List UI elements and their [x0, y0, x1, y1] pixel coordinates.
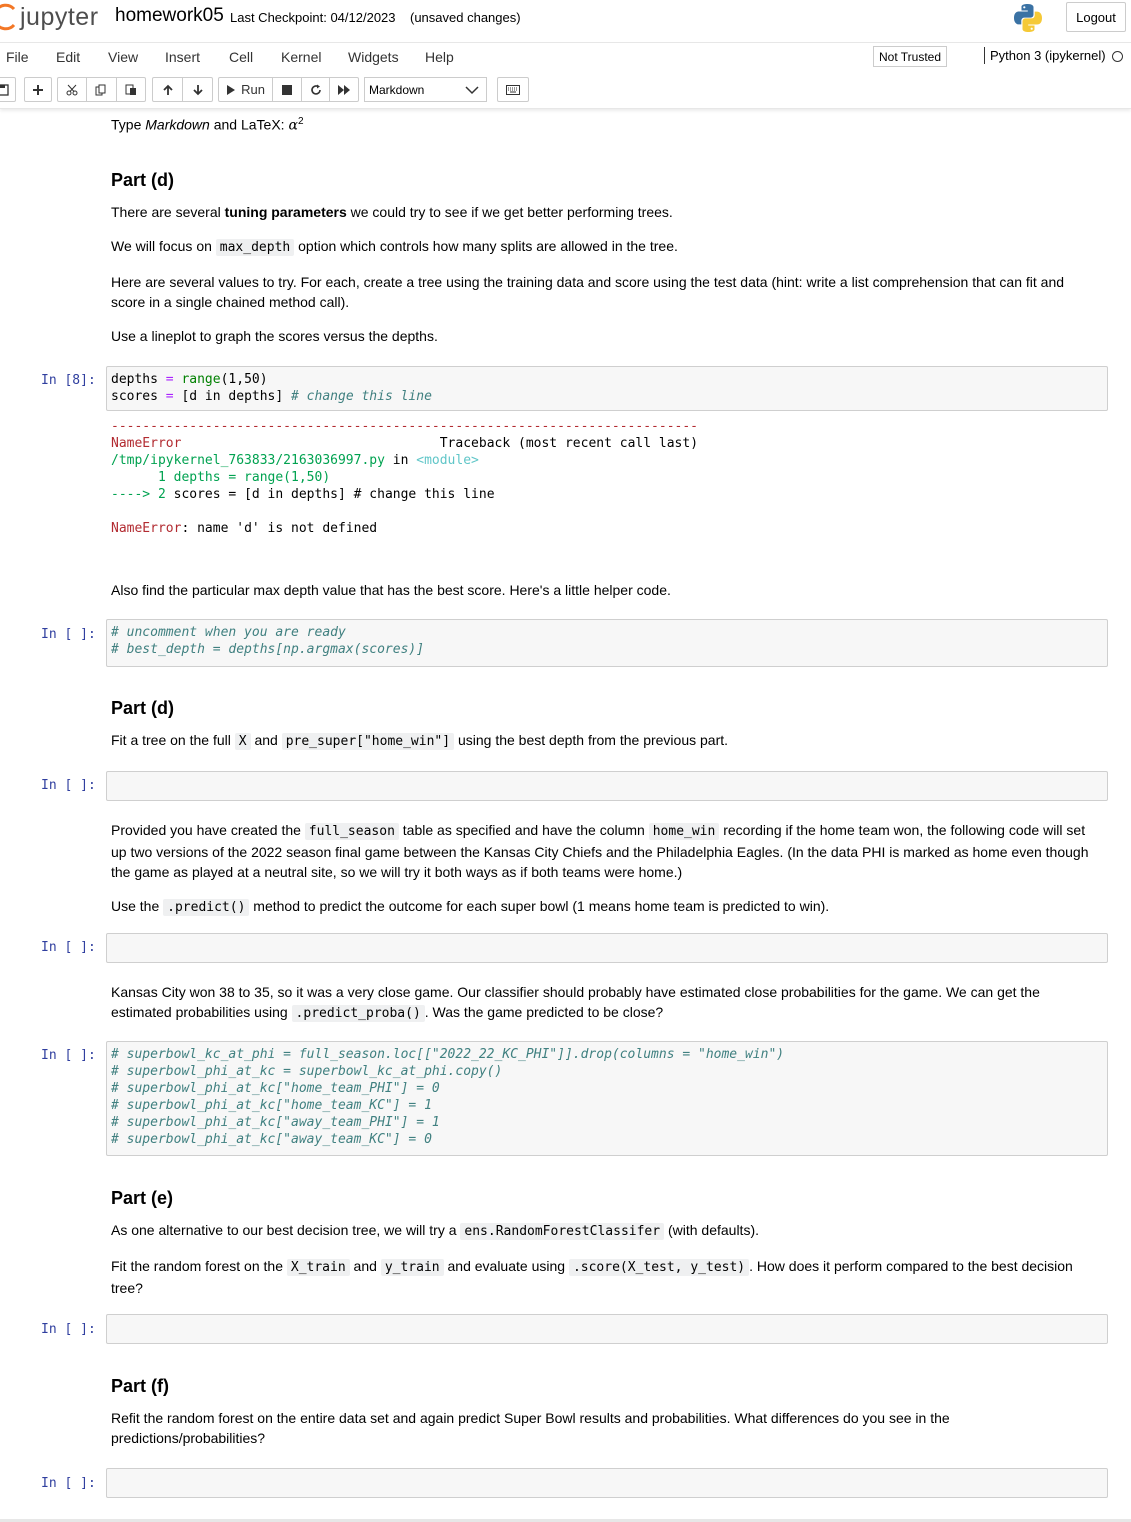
insert-cell-button[interactable] [24, 77, 52, 102]
markdown-cell-part-f[interactable] [111, 1376, 1101, 1448]
input-prompt: In [ ]: [41, 627, 96, 642]
fast-forward-icon [338, 85, 350, 95]
arrow-down-icon [192, 84, 204, 96]
input-prompt: In [ ]: [41, 1476, 96, 1491]
notebook-header [0, 0, 1131, 109]
code-cell-depths[interactable]: depths = range(1,50) scores = [d in depths] # change this line [106, 366, 1108, 411]
markdown-text: Refit the random forest on the entire data set and again predict Super Bowl results and probabilities. What differences do you see in the predictions/probabilities? [111, 1410, 950, 1446]
save-icon [0, 84, 9, 96]
move-down-button[interactable] [183, 78, 212, 101]
paste-button[interactable] [117, 78, 145, 101]
code-cell-superbowl[interactable]: # superbowl_kc_at_phi = full_season.loc[["2022_22_KC_PHI"]].drop(columns = "home_win") # superbowl_phi_at_kc = superbowl_kc_at_phi.copy() # superbowl_phi_at_kc["home_team_PHI"] = 0 # superbowl_phi_at_kc["home_team_KC"] = 1 # superbowl_phi_at_kc["away_team_PHI"] = 1 # superbowl_phi_at_kc["away_team_KC"] = 0 [106, 1041, 1108, 1156]
menu-insert[interactable]: Insert [165, 49, 201, 65]
jupyter-logo[interactable] [0, 2, 99, 32]
not-trusted-button[interactable]: Not Trusted [873, 46, 947, 67]
notebook-container [0, 108, 1131, 1522]
toolbar [0, 77, 1131, 105]
interrupt-button[interactable] [273, 78, 302, 101]
markdown-cell-superbowl[interactable] [111, 820, 1101, 918]
input-prompt: In [ ]: [41, 1048, 96, 1063]
kernel-name: Python 3 (ipykernel) [984, 47, 1106, 64]
markdown-text: Here are several values to try. For each, create a tree using the training data and score using the test data (hint: write a list comprehension that can fit and score in a single chained method call). [111, 274, 1065, 310]
python-logo-icon [1012, 2, 1044, 34]
play-icon [226, 85, 236, 95]
move-up-button[interactable] [153, 78, 183, 101]
restart-run-all-button[interactable] [330, 78, 358, 101]
cut-button[interactable] [58, 78, 87, 101]
menu-help[interactable]: Help [425, 49, 454, 65]
code-cell-empty[interactable] [106, 933, 1108, 963]
copy-icon [95, 84, 107, 96]
markdown-text: Use the .predict() method to predict the outcome for each super bowl (1 means home team is predicted to win). [111, 898, 830, 915]
input-prompt: In [ ]: [41, 1322, 96, 1337]
markdown-text: Also find the particular max depth value that has the best score. Here's a little helper code. [111, 582, 671, 598]
section-heading: Part (d) [111, 170, 174, 190]
markdown-cell-part-d-fit[interactable] [111, 698, 1101, 752]
markdown-cell-part-d[interactable] [111, 170, 1101, 346]
run-button[interactable] [219, 78, 273, 101]
run-group [218, 77, 359, 102]
input-prompt: In [ ]: [41, 940, 96, 955]
cell-type-value: Markdown [369, 82, 425, 97]
autosave-status: (unsaved changes) [410, 10, 521, 25]
logout-button[interactable]: Logout [1066, 2, 1126, 32]
markdown-text: Use a lineplot to graph the scores versus the depths. [111, 328, 438, 344]
menu-kernel[interactable]: Kernel [281, 49, 322, 65]
kernel-status-icon [1112, 51, 1123, 62]
header-top-bar [0, 0, 1131, 43]
move-group [152, 77, 213, 102]
markdown-cell-helper[interactable] [111, 580, 1101, 600]
command-palette-button[interactable] [497, 77, 529, 102]
markdown-cell-latex[interactable] [111, 112, 1101, 136]
run-label: Run [241, 82, 266, 97]
input-prompt: In [ ]: [41, 778, 96, 793]
logo-text: jupyter [20, 2, 99, 31]
checkpoint-status: Last Checkpoint: 04/12/2023 [230, 10, 396, 25]
code-cell-empty[interactable] [106, 1468, 1108, 1498]
restart-button[interactable] [302, 78, 331, 101]
code-cell-best-depth[interactable]: # uncomment when you are ready # best_depth = depths[np.argmax(scores)] [106, 619, 1108, 667]
save-button[interactable] [0, 77, 16, 102]
plus-icon [32, 84, 44, 96]
chevron-down-icon [464, 82, 480, 98]
jupyter-logo-icon [0, 3, 16, 31]
keyboard-icon [506, 85, 520, 95]
markdown-cell-part-e[interactable] [111, 1188, 1101, 1298]
notebook-name[interactable]: homework05 [115, 5, 224, 26]
menu-view[interactable]: View [108, 49, 139, 65]
markdown-text: Type Markdown and LaTeX: $\alpha^2$ [111, 116, 304, 134]
markdown-text: We will focus on max_depth option which controls how many splits are allowed in the tree. [111, 238, 678, 255]
cell-type-select[interactable] [364, 77, 487, 102]
cut-icon [66, 84, 78, 96]
restart-icon [310, 84, 322, 96]
markdown-text: Fit the random forest on the X_train and y_train and evaluate using .score(X_test, y_test) . How does it perform compared to the best decision tree? [111, 1258, 1073, 1296]
stop-icon [282, 85, 292, 95]
markdown-text: Fit a tree on the full X and pre_super["home_win"] using the best depth from the previous part. [111, 732, 729, 749]
input-prompt: In [8]: [41, 373, 96, 388]
menu-edit[interactable]: Edit [56, 49, 81, 65]
menubar [0, 43, 1131, 71]
code-cell-empty[interactable] [106, 771, 1108, 801]
section-heading: Part (f) [111, 1376, 169, 1396]
menu-cell[interactable]: Cell [229, 49, 254, 65]
markdown-cell-kc[interactable] [111, 982, 1101, 1024]
section-heading: Part (d) [111, 698, 174, 718]
markdown-text: Provided you have created the full_season table as specified and have the column home_win recording if the home team won, the following code will set up two versions of the 2022 season final game between the Kansas City Chiefs and the Philadelphia Eagles. (In the data PHI is marked as home even though the game as played at a neutral site, so we will try it both ways as if both teams were home.) [111, 822, 1089, 880]
markdown-text: There are several tuning parameters we could try to see if we get better performing trees. [111, 204, 673, 220]
clipboard-group [57, 77, 146, 102]
section-heading: Part (e) [111, 1188, 174, 1208]
copy-button[interactable] [87, 78, 116, 101]
markdown-text: Kansas City won 38 to 35, so it was a very close game. Our classifier should probably have estimated close probabilities for the game. We can get the estimated probabilities using .predict_proba() . Was the game predicted to be close? [111, 984, 1040, 1021]
menu-file[interactable]: File [6, 49, 29, 65]
arrow-up-icon [162, 84, 174, 96]
code-cell-empty[interactable] [106, 1314, 1108, 1344]
markdown-text: As one alternative to our best decision tree, we will try a ens.RandomForestClassifer (with defaults). [111, 1222, 760, 1239]
menu-widgets[interactable]: Widgets [348, 49, 399, 65]
paste-icon [125, 84, 137, 96]
error-output: --------------------------------------------------------------------------- NameError Traceback (most recent call last) /tmp/ipykernel_763833/2163036997.py in <module> 1 depths = range(1,50) ----> 2 scores = [d in depths] # change this line NameError: name 'd' is not defined [111, 419, 699, 536]
